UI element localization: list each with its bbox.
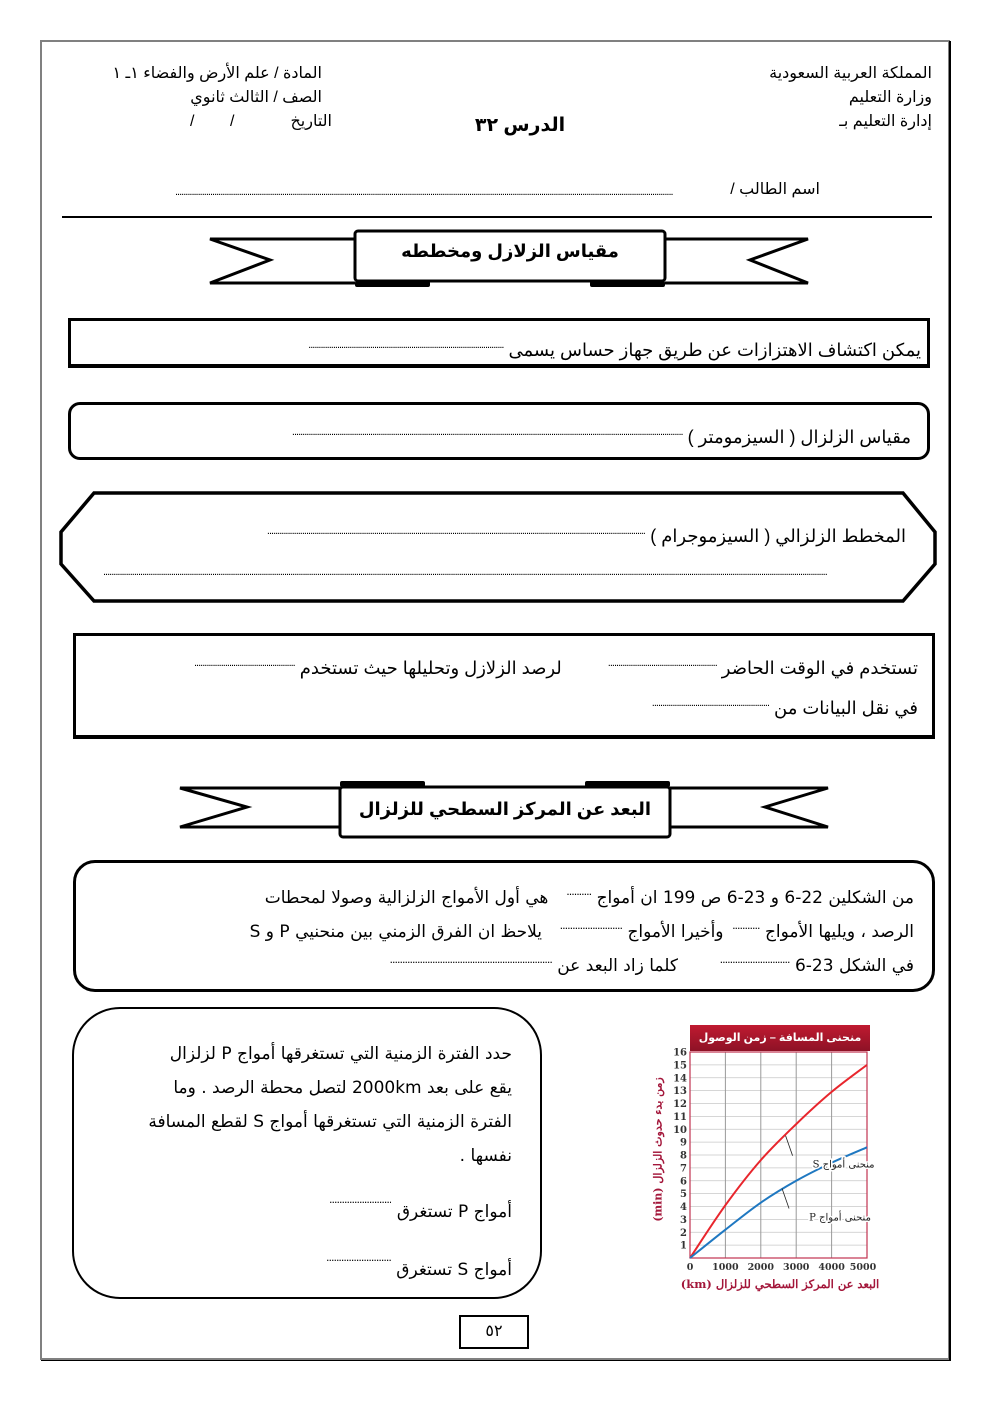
question3-row — [140, 520, 906, 547]
distance-time-chart — [640, 1015, 880, 1305]
exercise-line1: حدد الفترة الزمنية التي تستغرقها أمواج P لزلزال — [169, 1044, 512, 1064]
question4-box — [73, 633, 935, 739]
section1-banner — [205, 225, 815, 290]
paragraph-line2-c: يلاحظ ان الفرق الزمني بين منحنيي P و S — [249, 922, 543, 942]
chart-x-tick: 1000 — [712, 1262, 739, 1273]
chart-y-tick: 11 — [673, 1111, 687, 1123]
exercise-line4: نفسها . — [459, 1146, 512, 1166]
paragraph-line3 — [337, 949, 914, 977]
header-divider — [62, 216, 932, 218]
question3-text: المخطط الزلزالي ( السيزموجرام ) — [650, 526, 906, 546]
chart-canvas — [640, 1015, 880, 1305]
p-wave-answer-row — [92, 1183, 512, 1229]
chart-y-tick: 12 — [673, 1099, 687, 1110]
paragraph-answer-4[interactable]: ............................ — [719, 953, 790, 966]
paragraph-answer-3[interactable]: ......................... — [559, 919, 623, 932]
question4-part3: في نقل البيانات من — [774, 698, 918, 718]
paragraph-line3-a: في الشكل 23-6 — [794, 956, 914, 976]
chart-y-tick: 13 — [673, 1086, 687, 1098]
question4-answer-1[interactable]: ..................................................... — [607, 657, 717, 669]
page-number: ٥٢ — [459, 1315, 529, 1349]
chart-x-tick: 5000 — [849, 1262, 877, 1273]
chart-x-tick: 2000 — [747, 1262, 775, 1273]
s-wave-curve-label: منحنى أمواج S — [812, 1159, 875, 1171]
paragraph-answer-2[interactable]: ........... — [732, 919, 760, 932]
subject-label: المادة / علم الأرض والفضاء ١ـ ١ — [112, 65, 322, 82]
question2-text: مقياس الزلزال ( السيزمومتر ) — [687, 427, 911, 447]
date-label: التاريخ — [290, 113, 332, 130]
exercise-box — [72, 1007, 542, 1299]
question4-row2 — [604, 692, 918, 719]
question4-answer-3[interactable]: ......................................................... — [651, 697, 769, 709]
header-right — [769, 62, 932, 134]
exercise-line2: يقع على بعد 2000km لتصل محطة الرصد . وما — [173, 1078, 512, 1098]
chart-y-axis-label: زمن بدء حدوث الزلزال (min) — [651, 1077, 665, 1222]
p-wave-label: أمواج P تستغرق — [396, 1202, 512, 1222]
s-wave-answer-field[interactable]: .......................... — [325, 1251, 391, 1264]
question1-row — [234, 334, 922, 361]
chart-x-tick: 3000 — [782, 1262, 810, 1273]
question2-row — [138, 421, 911, 448]
question2-box — [68, 402, 930, 460]
paragraph-answer-5[interactable]: ................................................................. — [389, 953, 552, 966]
section1-title: مقياس الزلازل ومخططه — [401, 241, 619, 261]
grade-label: الصف / الثالث ثانوي — [190, 89, 322, 106]
question4-answer-2[interactable]: ................................................. — [193, 657, 295, 669]
chart-y-tick: 6 — [680, 1176, 687, 1188]
question1-text: يمكن اكتشاف الاهتزازات عن طريق جهاز حساس يسمى — [508, 340, 921, 360]
question4-row1 — [155, 652, 918, 679]
question4-part1: تستخدم في الوقت الحاضر — [721, 658, 918, 678]
chart-y-tick: 3 — [680, 1214, 687, 1226]
paragraph-line1-a: من الشكلين 22-6 و 23-6 ص 199 ان أمواج — [596, 888, 914, 908]
p-wave-answer-field[interactable]: ......................... — [328, 1193, 392, 1206]
paragraph-line1-b: هي أول الأمواج الزلزالية وصولا لمحطات — [264, 888, 549, 908]
header-left — [60, 62, 332, 134]
paragraph-line1 — [265, 881, 914, 909]
question3-answer-field-2[interactable]: ................................................................................................................................................................................................................................................................................................................................................................ — [103, 566, 827, 578]
chart-y-tick: 4 — [680, 1202, 687, 1213]
question1-box — [68, 318, 930, 368]
date-row — [60, 110, 332, 134]
exercise-line3: الفترة الزمنية التي تستغرقها أمواج S لقطع المسافة — [148, 1112, 512, 1132]
question2-answer-field[interactable]: .............................................................................................................................................................................................. — [291, 426, 683, 438]
octagon-frame — [58, 490, 938, 604]
paragraph-line2-a: الرصد ، ويليها الأمواج — [764, 922, 914, 942]
paragraph-line2 — [250, 915, 914, 943]
chart-y-tick: 15 — [673, 1060, 687, 1072]
section2-title: البعد عن المركز السطحي للزلزال — [358, 799, 652, 819]
question4-part2: لرصد الزلازل وتحليلها حيث تستخدم — [299, 658, 562, 678]
chart-x-tick: 4000 — [818, 1262, 845, 1273]
paragraph-line2-b: وأخيرا الأمواج — [627, 922, 724, 942]
chart-x-axis-label: البعد عن المركز السطحي للزلزال (km) — [680, 1277, 880, 1291]
chart-y-tick: 9 — [680, 1137, 687, 1149]
student-name-field[interactable]: .................................................................................................................................................................................................................................................. — [175, 186, 673, 198]
lesson-title: الدرس ٣٢ — [474, 115, 566, 136]
chart-y-tick: 10 — [673, 1124, 687, 1136]
chart-title: منحنى المسافة – زمن الوصول — [690, 1025, 870, 1051]
chart-y-tick: 14 — [673, 1073, 687, 1085]
date-field[interactable]: / / — [190, 113, 235, 130]
chart-y-tick: 16 — [673, 1047, 687, 1059]
chart-y-tick: 5 — [680, 1189, 687, 1201]
section2-banner — [175, 775, 835, 845]
student-name-label: اسم الطالب / — [730, 181, 820, 198]
chart-x-tick: 0 — [686, 1262, 694, 1273]
chart-y-tick: 1 — [680, 1240, 687, 1252]
question3-answer-field-1[interactable]: ........................................................................................................................................................................................ — [266, 525, 646, 537]
ministry-label: وزارة التعليم — [848, 89, 932, 106]
chart-y-tick: 7 — [680, 1163, 687, 1175]
chart-y-tick: 2 — [680, 1227, 687, 1239]
s-wave-label: أمواج S تستغرق — [396, 1260, 512, 1280]
chart-y-tick: 8 — [680, 1150, 687, 1162]
paragraph-answer-1[interactable]: .......... — [566, 885, 592, 898]
paragraph-box — [73, 860, 935, 992]
question3-box — [58, 490, 938, 604]
kingdom-label: المملكة العربية السعودية — [769, 65, 932, 82]
paragraph-line3-b: كلما زاد البعد عن — [557, 956, 678, 976]
s-wave-answer-row — [92, 1241, 512, 1287]
p-wave-curve-label: منحنى أمواج P — [809, 1212, 871, 1224]
question1-answer-field[interactable]: ............................................................................................... — [308, 339, 504, 351]
directorate-label: إدارة التعليم بـ — [839, 113, 932, 130]
exercise-question — [92, 1037, 512, 1287]
